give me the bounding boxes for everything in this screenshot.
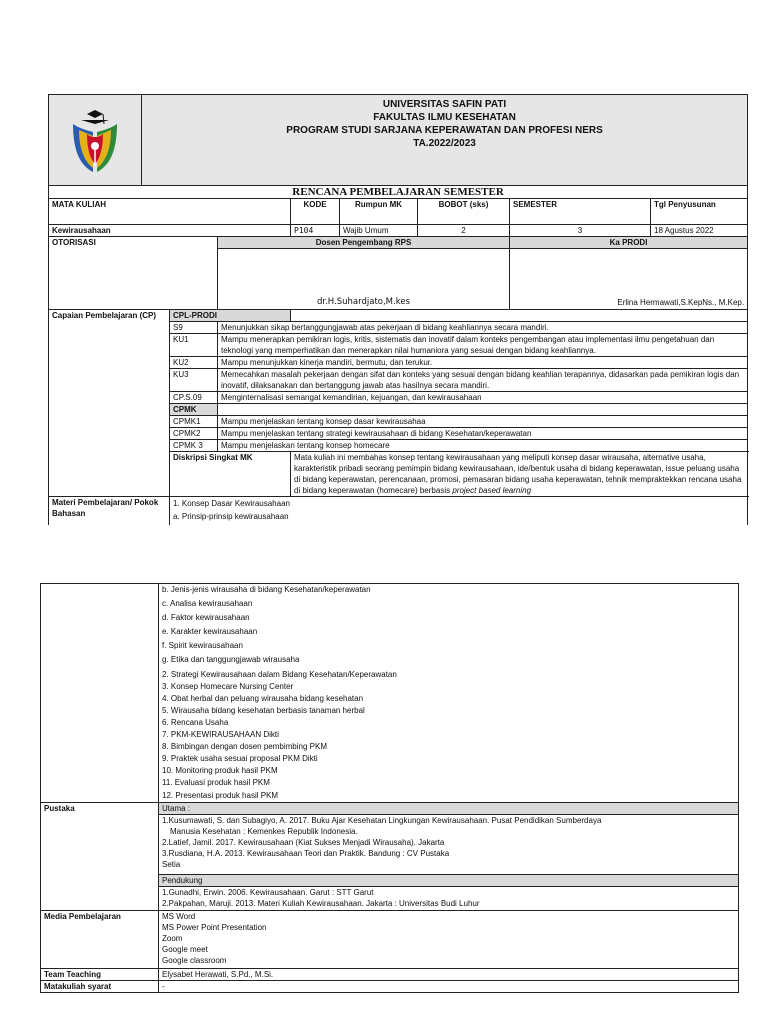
header-program: PROGRAM STUDI SARJANA KEPERAWATAN DAN PROFESI NERS [286, 125, 603, 136]
course-kode: P104 [291, 225, 340, 237]
cpl-code: KU3 [170, 369, 218, 392]
materi-item: 11. Evaluasi produk hasil PKM [162, 778, 270, 788]
col-kode: KODE [291, 199, 340, 225]
deskripsi-text [291, 452, 748, 497]
cpmk-text: Mampu menjelaskan tentang strategi kewirausahaan di bidang Kesehatan/keperawatan [218, 428, 748, 440]
cpl-code: KU2 [170, 357, 218, 369]
header-university: UNIVERSITAS SAFIN PATI [382, 99, 507, 110]
cpl-text: Mampu menerapkan pemikiran logis, kritis, sistematis dan inovatif dalam konteks pengembangan atau implementasi ilmu pengetahuan dan teknologi yang memperhatikan dan menerapkan nilai humaniora yang sesuai dengan bidang keahliannya. [218, 334, 748, 357]
cpl-text: Menunjukkan sikap bertanggungjawab atas pekerjaan di bidang keahliannya secara mandiri. [218, 322, 748, 334]
team-value: Elysabet Herawati, S.Pd., M.Si. [159, 968, 739, 980]
logo-cell [49, 95, 142, 186]
cpl-label-spacer [291, 310, 748, 322]
pustaka-item: 2.Latief, Jamil. 2017. Kewirausahaan (Kiat Sukses Menjadi Wirausaha). Jakarta [162, 837, 445, 847]
media-item: Zoom [162, 933, 183, 943]
cpl-text: Menginternalisasi semangat kemandirian, kejuangan, dan kewirausahaan [218, 392, 748, 404]
materi-item: a. Prinsip-prinsip kewirausahaan [173, 512, 289, 521]
course-rumpun: Wajib Umum [340, 225, 418, 237]
col-semester: SEMESTER [510, 199, 651, 225]
col-rumpun: Rumpun MK [340, 199, 418, 225]
materi-label: Materi Pembelajaran/ Pokok Bahasan [49, 497, 170, 525]
course-tgl: 18 Agustus 2022 [651, 225, 748, 237]
deskripsi-body: Mata kuliah ini membahas konsep tentang kewirausahaan yang meliputi konsep dasar wirausaha, alternative usaha, karakteristik pribadi seorang pemimpin bidang kewirausahaan, ide/bentuk usaha di bidang keperawatan, issue peluang usaha di bidang keperawatan, perencanaan, promosi, pemasaran bidang usaha keperawatan, tehnik mempraktekkan rencana usaha di bidang keperawatan (homecare) berbasis [294, 453, 742, 495]
rps-title: RENCANA PEMBELAJARAN SEMESTER [49, 186, 748, 199]
kaprodi-label: Ka PRODI [510, 237, 748, 249]
col-bobot: BOBOT (sks) [418, 199, 510, 225]
cpmk-label: CPMK [170, 404, 218, 416]
header-year: TA.2022/2023 [413, 138, 476, 149]
materi-item: 8. Bimbingan dengan dosen pembimbing PKM [162, 742, 327, 752]
materi-item: 2. Strategi Kewirausahaan dalam Bidang Kesehatan/Keperawatan [162, 669, 397, 679]
cpl-code: KU1 [170, 334, 218, 357]
deskripsi-italic: project based learning [452, 486, 532, 495]
kaprodi-signature [510, 249, 748, 310]
course-name: Kewirausahaan [49, 225, 291, 237]
rps-table-page2 [40, 583, 739, 993]
materi-label-continued [41, 584, 159, 803]
col-mata-kuliah: MATA KULIAH [49, 199, 291, 225]
materi-item: f. Spirit kewirausahaan [162, 641, 243, 651]
cpmk-text: Mampu menjelaskan tentang konsep dasar kewirausahaa [218, 416, 748, 428]
cpmk-code: CPMK 3 [170, 440, 218, 452]
cp-label: Capaian Pembelajaran (CP) [49, 310, 170, 497]
materi-list-page1 [170, 497, 748, 525]
syarat-value: - [159, 980, 739, 992]
pustaka-pendukung-list [159, 886, 739, 910]
cpl-text: Mampu menunjukkan kinerja mandiri, bermutu, dan terukur. [218, 357, 748, 369]
media-label: Media Pembelajaran [41, 910, 159, 968]
materi-item: 10. Monitoring produk hasil PKM [162, 766, 278, 776]
dosen-label: Dosen Pengembang RPS [218, 237, 510, 249]
team-label: Team Teaching [41, 968, 159, 980]
materi-item: 1. Konsep Dasar Kewirausahaan [173, 499, 290, 508]
media-item: MS Power Point Presentation [162, 922, 267, 932]
pustaka-item: Manusia Kesehatan : Kemenkes Republik Indonesia. [170, 826, 358, 836]
media-item: Google classroom [162, 955, 227, 965]
materi-item: e. Karakter kewirausahaan [162, 627, 258, 637]
course-bobot: 2 [418, 225, 510, 237]
cpl-code: CP.S.09 [170, 392, 218, 404]
pustaka-pendukung-label: Pendukung [159, 874, 739, 886]
materi-item: 6. Rencana Usaha [162, 717, 229, 727]
media-list [159, 910, 739, 968]
materi-item: 7. PKM-KEWIRAUSAHAAN Dikti [162, 730, 279, 740]
materi-item: 9. Praktek usaha sesuai proposal PKM Dikti [162, 754, 318, 764]
cpmk-code: CPMK1 [170, 416, 218, 428]
deskripsi-label: Diskripsi Singkat MK [170, 452, 291, 497]
col-tgl: Tgl Penyusunan [651, 199, 748, 225]
dosen-name: dr.H.Suhardjato,M.kes [317, 297, 410, 307]
media-item: Google meet [162, 944, 208, 954]
pustaka-item: 1.Gunadhi, Erwin. 2006. Kewirausahaan. Garut : STT Garut [162, 887, 374, 897]
materi-item: d. Faktor kewirausahaan [162, 613, 250, 623]
materi-item: 12. Presentasi produk hasil PKM [162, 790, 279, 800]
university-logo-icon [67, 102, 123, 176]
cpl-text: Memecahkan masalah pekerjaan dengan sifat dan konteks yang sesuai dengan bidang keahlian terapannya, didasarkan pada pemikiran logis dan inovatif, dilaksanakan dan bertanggung jawab atas hasilnya secara mandiri. [218, 369, 748, 392]
pustaka-utama-label: Utama : [159, 802, 739, 814]
media-item: MS Word [162, 911, 196, 921]
cpl-label: CPL-PRODI [170, 310, 291, 322]
pustaka-item: Setia [162, 859, 181, 869]
cpmk-text: Mampu menjelaskan tentang konsep homecare [218, 440, 748, 452]
materi-item: b. Jenis-jenis wirausaha di bidang Kesehatan/keperawatan [162, 585, 371, 594]
pustaka-item: 3.Rusdiana, H.A. 2013. Kewirausahaan Teori dan Praktik. Bandung : CV Pustaka [162, 848, 450, 858]
pustaka-item: 2.Pakpahan, Maruji. 2013. Materi Kuliah Kewirausahaan. Jakarta : Universitas Budi Luhur [162, 898, 480, 908]
header-faculty: FAKULTAS ILMU KESEHATAN [373, 112, 516, 123]
materi-item: g. Etika dan tanggungjawab wirausaha [162, 655, 300, 665]
pustaka-utama-list [159, 814, 739, 874]
institution-header [142, 95, 748, 186]
materi-item: 3. Konsep Homecare Nursing Center [162, 681, 294, 691]
cpl-code: S9 [170, 322, 218, 334]
pustaka-label: Pustaka [41, 802, 159, 910]
kaprodi-name: Erlina Hermawati,S.KepNs., M.Kep. [617, 298, 745, 307]
dosen-signature [218, 249, 510, 310]
pustaka-item: 1.Kusumawati, S. dan Subagiyo, A. 2017. Buku Ajar Kesehatan Lingkungan Kewirausahaan. Pusat Pendidikan Sumberdaya [162, 815, 602, 825]
rps-table-page1 [48, 94, 748, 525]
syarat-label: Matakuliah syarat [41, 980, 159, 992]
materi-item: c. Analisa kewirausahaan [162, 599, 253, 609]
materi-list-page2 [159, 584, 739, 803]
cpmk-label-spacer [218, 404, 748, 416]
otorisasi-label: OTORISASI [49, 237, 218, 310]
course-semester: 3 [510, 225, 651, 237]
materi-item: 4. Obat herbal dan peluang wirausaha bidang kesehatan [162, 693, 364, 703]
cpmk-code: CPMK2 [170, 428, 218, 440]
materi-item: 5. Wirausaha bidang kesehatan berbasis tanaman herbal [162, 705, 365, 715]
